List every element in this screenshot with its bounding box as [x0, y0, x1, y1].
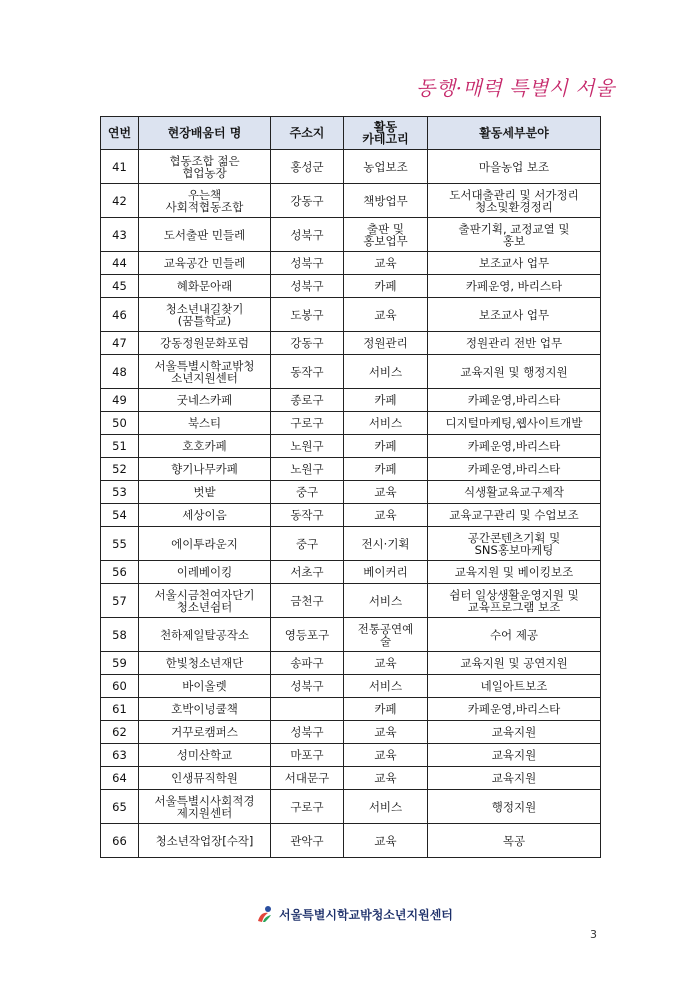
cell-category: 출판 및 홍보업무 — [344, 218, 428, 252]
table-row — [101, 698, 601, 721]
cell-address: 노원구 — [271, 435, 344, 458]
cell-detail: 카페운영, 바리스타 — [428, 275, 601, 298]
cell-detail: 식생활교육교구제작 — [428, 481, 601, 504]
cell-address: 성북구 — [271, 252, 344, 275]
cell-detail: 쉼터 일상생활운영지원 및 교육프로그램 보조 — [428, 584, 601, 618]
cell-category: 카페 — [344, 389, 428, 412]
cell-category: 교육 — [344, 721, 428, 744]
cell-category: 농업보조 — [344, 150, 428, 184]
cell-number: 62 — [101, 721, 139, 744]
cell-category: 책방업무 — [344, 184, 428, 218]
cell-site-name: 한빛청소년재단 — [139, 652, 271, 675]
table-row — [101, 252, 601, 275]
cell-address: 동작구 — [271, 504, 344, 527]
cell-site-name: 천하제일탈공작소 — [139, 618, 271, 652]
cell-number: 46 — [101, 298, 139, 332]
cell-site-name: 도서출판 민들레 — [139, 218, 271, 252]
cell-number: 61 — [101, 698, 139, 721]
cell-site-name: 북스티 — [139, 412, 271, 435]
col-header-number: 연번 — [101, 117, 139, 150]
cell-number: 53 — [101, 481, 139, 504]
cell-number: 56 — [101, 561, 139, 584]
cell-number: 51 — [101, 435, 139, 458]
cell-detail: 출판기획, 교정교열 및 홍보 — [428, 218, 601, 252]
cell-detail: 디지털마케팅,웹사이트개발 — [428, 412, 601, 435]
cell-site-name: 인생뮤직학원 — [139, 767, 271, 790]
cell-category: 전통공연예 술 — [344, 618, 428, 652]
cell-address: 노원구 — [271, 458, 344, 481]
cell-detail: 네일아트보조 — [428, 675, 601, 698]
table-row — [101, 184, 601, 218]
cell-category: 서비스 — [344, 584, 428, 618]
footer-org-name: 서울특별시학교밖청소년지원센터 — [279, 907, 453, 922]
cell-address: 구로구 — [271, 790, 344, 824]
cell-number: 65 — [101, 790, 139, 824]
cell-number: 47 — [101, 332, 139, 355]
cell-category: 전시·기획 — [344, 527, 428, 561]
cell-number: 54 — [101, 504, 139, 527]
cell-address: 성북구 — [271, 275, 344, 298]
cell-detail: 공간콘텐츠기획 및 SNS홍보마케팅 — [428, 527, 601, 561]
col-header-detail: 활동세부분야 — [428, 117, 601, 150]
table-row — [101, 435, 601, 458]
cell-detail: 교육지원 — [428, 721, 601, 744]
cell-number: 43 — [101, 218, 139, 252]
cell-detail: 목공 — [428, 824, 601, 858]
page-number: 3 — [590, 928, 597, 941]
cell-detail: 정원관리 전반 업무 — [428, 332, 601, 355]
table-row — [101, 790, 601, 824]
cell-site-name: 교육공간 민들레 — [139, 252, 271, 275]
cell-address: 중구 — [271, 527, 344, 561]
table-row — [101, 744, 601, 767]
cell-address: 강동구 — [271, 332, 344, 355]
cell-number: 60 — [101, 675, 139, 698]
cell-detail: 교육지원 및 공연지원 — [428, 652, 601, 675]
cell-category: 서비스 — [344, 355, 428, 389]
table-row — [101, 389, 601, 412]
table-row — [101, 150, 601, 184]
cell-number: 52 — [101, 458, 139, 481]
cell-address: 마포구 — [271, 744, 344, 767]
table-row — [101, 527, 601, 561]
footer-organization — [255, 903, 453, 925]
table-row — [101, 332, 601, 355]
cell-address: 종로구 — [271, 389, 344, 412]
table-row — [101, 824, 601, 858]
table-row — [101, 767, 601, 790]
center-logo-icon — [255, 904, 275, 924]
cell-category: 베이커리 — [344, 561, 428, 584]
cell-category: 교육 — [344, 824, 428, 858]
cell-detail: 교육교구관리 및 수업보조 — [428, 504, 601, 527]
table-header-row — [101, 117, 601, 150]
cell-site-name: 향기나무카페 — [139, 458, 271, 481]
cell-site-name: 청소년내길찾기 (꿈틀학교) — [139, 298, 271, 332]
cell-number: 48 — [101, 355, 139, 389]
cell-number: 41 — [101, 150, 139, 184]
cell-address: 강동구 — [271, 184, 344, 218]
cell-number: 57 — [101, 584, 139, 618]
cell-site-name: 서울시금천여자단기 청소년쉼터 — [139, 584, 271, 618]
cell-site-name: 굿네스카페 — [139, 389, 271, 412]
cell-number: 49 — [101, 389, 139, 412]
cell-detail: 카페운영,바리스타 — [428, 435, 601, 458]
cell-number: 59 — [101, 652, 139, 675]
cell-category: 정원관리 — [344, 332, 428, 355]
cell-site-name: 에이투라운지 — [139, 527, 271, 561]
cell-site-name: 호박이넝쿨책 — [139, 698, 271, 721]
cell-category: 카페 — [344, 435, 428, 458]
cell-detail: 카페운영,바리스타 — [428, 389, 601, 412]
cell-category: 카페 — [344, 458, 428, 481]
cell-detail: 보조교사 업무 — [428, 298, 601, 332]
cell-site-name: 이레베이킹 — [139, 561, 271, 584]
cell-address: 중구 — [271, 481, 344, 504]
table-row — [101, 675, 601, 698]
cell-detail: 마을농업 보조 — [428, 150, 601, 184]
table-row — [101, 618, 601, 652]
cell-site-name: 혜화문아래 — [139, 275, 271, 298]
table-row — [101, 504, 601, 527]
table-row — [101, 721, 601, 744]
cell-category: 서비스 — [344, 412, 428, 435]
table-row — [101, 218, 601, 252]
cell-detail: 보조교사 업무 — [428, 252, 601, 275]
cell-site-name: 거꾸로캠퍼스 — [139, 721, 271, 744]
cell-site-name: 강동정원문화포럼 — [139, 332, 271, 355]
table-row — [101, 275, 601, 298]
cell-address: 구로구 — [271, 412, 344, 435]
cell-address: 관악구 — [271, 824, 344, 858]
cell-detail: 교육지원 — [428, 744, 601, 767]
cell-detail: 수어 제공 — [428, 618, 601, 652]
cell-address: 성북구 — [271, 721, 344, 744]
cell-site-name: 서울특별시학교밖청 소년지원센터 — [139, 355, 271, 389]
cell-category: 교육 — [344, 652, 428, 675]
cell-category: 서비스 — [344, 790, 428, 824]
cell-detail: 카페운영,바리스타 — [428, 698, 601, 721]
cell-category: 교육 — [344, 504, 428, 527]
cell-detail: 교육지원 및 행정지원 — [428, 355, 601, 389]
cell-number: 55 — [101, 527, 139, 561]
cell-address — [271, 698, 344, 721]
cell-number: 44 — [101, 252, 139, 275]
cell-category: 교육 — [344, 481, 428, 504]
cell-detail: 교육지원 및 베이킹보조 — [428, 561, 601, 584]
col-header-address: 주소지 — [271, 117, 344, 150]
cell-site-name: 서울특별시사회적경 제지원센터 — [139, 790, 271, 824]
site-list-table — [100, 116, 601, 858]
cell-number: 42 — [101, 184, 139, 218]
table-row — [101, 481, 601, 504]
cell-category: 교육 — [344, 252, 428, 275]
cell-address: 홍성군 — [271, 150, 344, 184]
table-row — [101, 584, 601, 618]
seoul-slogan-logo: 동행·매력 특별시 서울 — [416, 76, 615, 100]
cell-site-name: 협동조합 젊은 협업농장 — [139, 150, 271, 184]
cell-site-name: 성미산학교 — [139, 744, 271, 767]
table-row — [101, 298, 601, 332]
cell-number: 63 — [101, 744, 139, 767]
cell-address: 성북구 — [271, 675, 344, 698]
cell-number: 45 — [101, 275, 139, 298]
table-row — [101, 458, 601, 481]
cell-number: 64 — [101, 767, 139, 790]
cell-number: 66 — [101, 824, 139, 858]
col-header-category: 활동 카테고리 — [344, 117, 428, 150]
cell-detail: 카페운영,바리스타 — [428, 458, 601, 481]
cell-site-name: 바이올렛 — [139, 675, 271, 698]
cell-detail: 도서대출관리 및 서가정리 청소및환경정리 — [428, 184, 601, 218]
cell-site-name: 호호카페 — [139, 435, 271, 458]
cell-category: 카페 — [344, 275, 428, 298]
cell-address: 서초구 — [271, 561, 344, 584]
table-row — [101, 412, 601, 435]
cell-address: 동작구 — [271, 355, 344, 389]
cell-address: 성북구 — [271, 218, 344, 252]
table-row — [101, 355, 601, 389]
cell-address: 송파구 — [271, 652, 344, 675]
cell-category: 교육 — [344, 744, 428, 767]
cell-detail: 행정지원 — [428, 790, 601, 824]
cell-detail: 교육지원 — [428, 767, 601, 790]
cell-category: 카페 — [344, 698, 428, 721]
cell-number: 58 — [101, 618, 139, 652]
table-row — [101, 561, 601, 584]
cell-address: 영등포구 — [271, 618, 344, 652]
cell-address: 서대문구 — [271, 767, 344, 790]
cell-category: 교육 — [344, 767, 428, 790]
cell-number: 50 — [101, 412, 139, 435]
cell-address: 금천구 — [271, 584, 344, 618]
cell-category: 교육 — [344, 298, 428, 332]
cell-address: 도봉구 — [271, 298, 344, 332]
cell-site-name: 벗밭 — [139, 481, 271, 504]
col-header-site-name: 현장배움터 명 — [139, 117, 271, 150]
cell-site-name: 우는책 사회적협동조합 — [139, 184, 271, 218]
table-row — [101, 652, 601, 675]
cell-category: 서비스 — [344, 675, 428, 698]
cell-site-name: 세상이음 — [139, 504, 271, 527]
cell-site-name: 청소년작업장[수작] — [139, 824, 271, 858]
